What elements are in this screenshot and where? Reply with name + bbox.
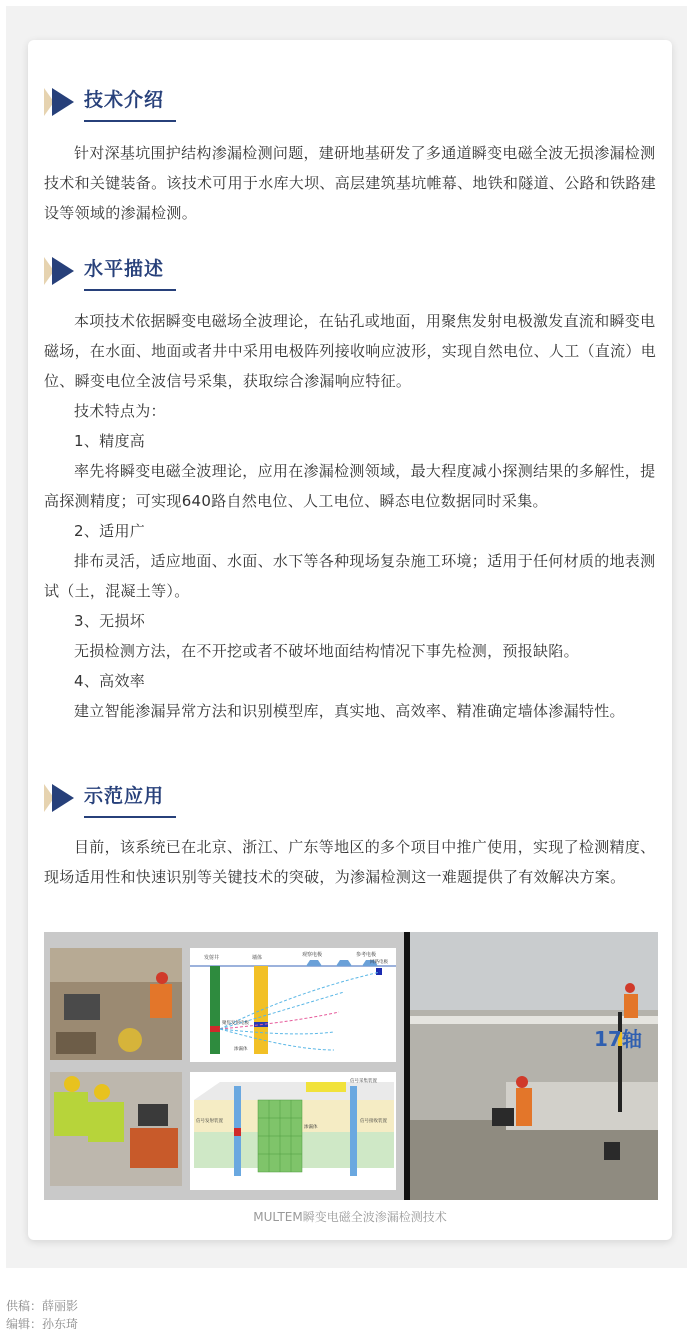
diagram-label: 信号发射装置 (196, 1119, 223, 1124)
section-body-application (44, 832, 658, 892)
section-title: 水平描述 (84, 258, 165, 280)
section-title: 示范应用 (84, 785, 165, 807)
diagram-label: 渗漏体 (234, 1047, 248, 1052)
site-sign: 17轴 (594, 1027, 642, 1051)
paragraph: 无损检测方法，在不开挖或者不破坏地面结构情况下事先检测，预报缺陷。 (74, 642, 579, 660)
diagram-label: 回路电极 (370, 960, 388, 965)
diagram-label: 发射井 (204, 955, 220, 961)
paragraph: 目前，该系统已在北京、浙江、广东等地区的多个项目中推广使用，实现了检测精度、现场适用性和快速识别等关键技术的突破，为渗漏检测这一难题提供了有效解决方案。 (44, 838, 656, 886)
paragraph: 1、精度高 (74, 432, 146, 450)
paragraph: 率先将瞬变电磁全波理论，应用在渗漏检测领域，最大程度减小探测结果的多解性，提高探测精度；可实现640路自然电位、人工电位、瞬态电位数据同时采集。 (44, 462, 656, 510)
page-background (6, 6, 687, 1268)
leakage-diagram-2 (190, 1072, 396, 1190)
field-photo-2 (50, 1072, 182, 1186)
site-photo (410, 932, 658, 1200)
section-body-intro (44, 138, 658, 228)
figure-caption: MULTEM瞬变电磁全波渗漏检测技术 (253, 1210, 447, 1224)
section-marker-icon (44, 784, 76, 812)
paragraph: 3、无损坏 (74, 612, 146, 630)
section-marker-icon (44, 257, 76, 285)
article-card (28, 40, 672, 1240)
diagram-label: 墙体 (252, 955, 263, 961)
leakage-diagram-1 (190, 948, 396, 1062)
credit-supply: 供稿：薛丽影 (6, 1299, 79, 1313)
diagram-label: 观察电极 (302, 952, 323, 958)
section-body-description (44, 306, 658, 726)
section-marker-icon (44, 88, 76, 116)
figure-graphic (44, 932, 658, 1200)
diagram-label: 参考电极 (356, 952, 377, 958)
paragraph: 2、适用广 (74, 522, 146, 540)
section-underline (84, 816, 176, 818)
diagram-label: 聚焦发射电极 (222, 1021, 249, 1026)
diagram-label: 信号采集装置 (350, 1079, 377, 1084)
figure-divider (404, 932, 410, 1200)
paragraph: 建立智能渗漏异常方法和识别模型库，真实地、高效率、精准确定墙体渗漏特性。 (74, 702, 625, 720)
paragraph: 本项技术依据瞬变电磁场全波理论，在钻孔或地面，用聚焦发射电极激发直流和瞬变电磁场，在水面、地面或者井中采用电极阵列接收响应波形，实现自然电位、人工（直流）电位、瞬变电位全波信号采集，获取综合渗漏响应特征。 (44, 312, 657, 390)
section-title: 技术介绍 (84, 89, 165, 111)
paragraph: 排布灵活，适应地面、水面、水下等各种现场复杂施工环境；适用于任何材质的地表测试（土，混凝土等）。 (44, 552, 656, 600)
paragraph: 技术特点为： (74, 402, 166, 420)
figure-composite (44, 932, 658, 1200)
paragraph: 4、高效率 (74, 672, 146, 690)
diagram-label: 信号接收装置 (360, 1119, 387, 1124)
section-underline (84, 120, 176, 122)
credit-editor: 编辑：孙东琦 (6, 1317, 79, 1331)
section-underline (84, 289, 176, 291)
paragraph: 针对深基坑围护结构渗漏检测问题，建研地基研发了多通道瞬变电磁全波无损渗漏检测技术和关键装备。该技术可用于水库大坝、高层建筑基坑帷幕、地铁和隧道、公路和铁路建设等领域的渗漏检测。 (44, 144, 657, 222)
diagram-label: 渗漏体 (304, 1125, 318, 1130)
field-photo-1 (50, 948, 182, 1060)
